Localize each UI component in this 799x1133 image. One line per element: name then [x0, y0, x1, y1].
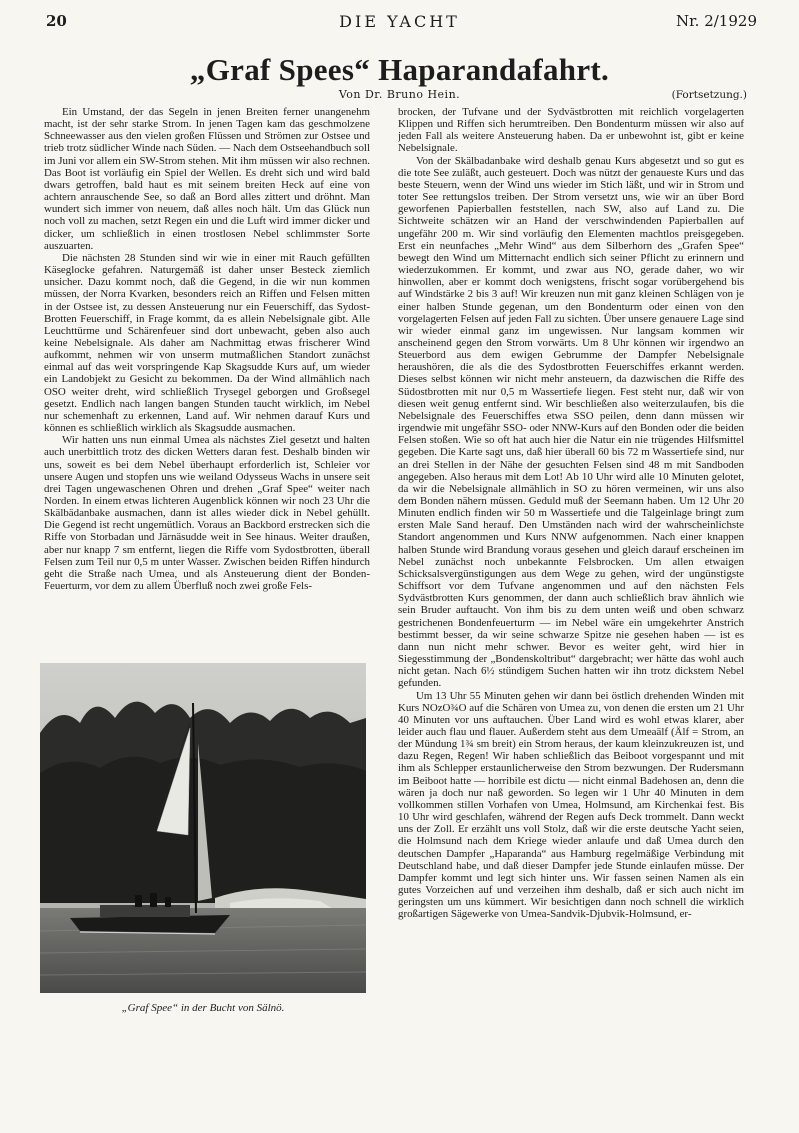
paragraph: brocken, der Tufvane und der Sydvästbrotten mit reichlich vorgelagerten Klippen und Riffen sich herumtreiben. Den Bondenturm müssen wir also auf jeden Fall als weitere Ansteuerung haben. Da er unbewohnt ist, gibt er keine Nebelsignale.: [398, 106, 744, 155]
paragraph: Von der Skälbadanbake wird deshalb genau Kurs abgesetzt und so gut es die tote See zuläßt, auch gesteuert. Doch was nützt der genaueste Kurs und das beste Steuern, wenn der Wind uns wieder im Stich läßt, und wir in Strom und toter See rettungslos treiben. Der Strom versetzt uns, wie wir an über Bord geworfenen Papierballen feststellen, nach SW, also auf Land zu. Die Sichtweite schätzen wir an Hand der verschwindenden Papierballen auf ungefähr 200 m. Wir sind vorläufig den Elementen machtlos preisgegeben. Erst ein neunfaches „Mehr Wind“ aus dem Silberhorn des „Grafen Spee“ bewegt den Wind um Mitternacht endlich sich seiner Pflicht zu erinnern und wiederzukommen. Er kommt, und zwar aus NO, gerade daher, wo wir hinwollen, aber er kommt doch wenigstens, frischt sogar vorübergehend bis auf Windstärke 2 bis 3 auf! Wir kreuzen nun mit ganz kleinen Schlägen von je einer halben Stunde gegenan, um den Bondenturm oder einen von den vorgelagerten Felsen auf jeden Fall zu sichten. Über unsere genauere Lage sind wir wieder einmal ganz im ungewissen. Nur langsam kommen wir anscheinend gegen den Strom vorwärts. Um 8 Uhr können wir irgendwo an Steuerbord aus dem ewigen Gebrumme der Dampfer Nebelsignale heraushören, die als die des Sydostbrotten Feuerschiffes erkannt werden. Dieses selbst können wir nicht mehr ansteuern, da dazwischen die Riffe des Südostbrotten mit nur 0,5 m Wassertiefe liegen. Fest steht nur, daß wir von diesen weit genug entfernt sind. Wir beschließen also weiterzulaufen, bis die Nebelsignale des Feuerschiffes etwa SSO peilen, denn dann müssen wir irgendwie mit ungefähr SSO- oder NNW-Kurs auf den Bonden oder die beiden Felsen stoßen. Wie so oft hat auch hier die Natur ein nie trügendes Hilfsmittel gegeben. Die Karte sagt uns, daß hier überall 60 bis 72 m Wassertiefe sind, nur an drei Stellen in der Nähe der gesuchten Felsen sind 48 m mit Sandboden angegeben. Also heraus mit dem Lot! Ab 10 Uhr wird alle 10 Minuten gelotet, da wir die Nebelsignale allmählich in SO zu hören vermeinen, wir uns also dem Bonden nähern müssen. Geduld muß der Seemann haben. Um 12 Uhr 20 Minuten endlich finden wir 50 m Wassertiefe und die Talgeinlage bringt zum ersten Male Sand herauf. Den Umständen nach wird der wahrscheinlichste Standort angenommen und Kurs NNW aufgenommen. Nach einer knappen halben Stunde wird Brandung voraus gesehen und gleich darauf erscheinen im Nebel zunächst noch unbekannte Felsbrocken. Um allen etwaigen Schicksalsvergünstigungen aus dem Wege zu gehen, wird der ungünstigste Schiffsort vor dem Tufvane angenommen und auf den nächsten Fels Sydvästbrotten Kurs genommen, der dann auch schließlich brav ähnlich wie sein Bruder auftaucht. Von ihm bis zu dem unten weiß und oben schwarz gestrichenen Bondenfeuerturm — im Nebel wäre ein umgekehrter Anstrich bestimmt besser, da wir seine schwarze Spitze nie gesehen haben — ist es dann nun nicht mehr schwer. Bevor es weiter geht, wird hier in Siegesstimmung der „Bondenskoltribut“ dargebracht; wer hätte das wohl auch nicht getan. Nach 6½ stündigem Suchen hatten wir ihn trotz dickstem Nebel gefunden.: [398, 154, 744, 690]
right-column: [398, 106, 744, 1036]
paragraph: Um 13 Uhr 55 Minuten gehen wir dann bei östlich drehenden Winden mit Kurs NOzO¾O auf die Schären von Umea zu, von denen die ersten um 21 Uhr 40 Minuten vor uns auftauchen. Über Land wird es wohl etwas klarer, aber leider auch flau und flauer. Außerdem steht aus dem Umeaälf (Älf = Strom, an der Mündung 1¾ sm breit) ein Strom heraus, der kaum kleinzukreuzen ist, und dazu Regen, Regen! Wir haben schließlich das Beiboot vorgespannt und mit ihm als Schlepper erstaunlicherweise den Strom bezwungen. Der Rudersmann im Beiboot hatte — horribile est dictu — nicht einmal Badehosen an, denn die wären ja doch nur naß geworden. So legen wir 1 Uhr 40 Minuten in dem vollkommen stillen Vorhafen von Umea, Holmsund, am Kirchenkai fest. Bis 10 Uhr wird geschlafen, während der Regen aufs Deck trommelt. Dann weckt uns der Zoll. Er erzählt uns voll Stolz, daß wir die erste deutsche Yacht seien, die Holmsund nach dem Kriege wieder anlaufe und daß Umea durch den deutschen Dampfer „Haparanda“ aus Hamburg regelmäßige Verbindung mit Deutschland habe, und daß dieser Dampfer jede Stunde einlaufen müsse. Der Dampfer kommt und legt sich hinter uns. Wir fassen seinen Namen als ein gutes Vorzeichen auf und verzeihen ihm deshalb, daß er sich auch nicht im geringsten um uns kümmert. Wir besichtigen dann noch schnell die wirklich großartigen Sägewerke von Umea-Sandvik-Djubvik-Holmsund, er-: [398, 689, 744, 921]
article-title: „Graf Spees“ Haparandafahrt.: [189, 52, 610, 87]
photo-yacht-in-bay: [40, 663, 366, 993]
continued-note: (Fortsetzung.): [671, 89, 747, 101]
issue-number: Nr. 2/1929: [676, 12, 757, 30]
running-title: DIE YACHT: [339, 12, 460, 31]
photo-illustration: [40, 663, 366, 993]
left-column: [44, 106, 370, 646]
paragraph: Die nächsten 28 Stunden sind wir wie in einer mit Rauch gefüllten Käseglocke gefahren. Naturgemäß ist daher unser Besteck ziemlich unsicher. Dazu kommt noch, daß die Gegend, in die wir nun kommen müssen, der Norra Kvarken, besonders reich an Riffen und Felsen mitten in der Ostsee ist, zu dessen Ansteuerung nur ein Feuerschiff, das Sydost-Brotten Feuerschiff, in Frage kommt, da es allein Nebelsignale gibt. Alle Leuchttürme und Schärenfeuer sind dort unbewacht, geben also auch keine Nebelsignale. Als daher am Nachmittag etwas frischerer Wind aufkommt, nehmen wir von unserm mutmaßlichen Standort zunächst einmal auf das weit vorspringende Kap Skagsudde Kurs auf, um wieder ein Landobjekt zu Gesicht zu bekommen. Da der Wind allmählich nach OSO weiter dreht, wird schließlich Trysegel geborgen und Großsegel gesetzt. Endlich nach langen bangen Stunden taucht wirklich, im Nebel nur schemenhaft zu erkennen, Land auf. Wir nehmen darauf Kurs und können es schließlich wirklich als Skagsudde ausmachen.: [44, 251, 370, 435]
paragraph: Ein Umstand, der das Segeln in jenen Breiten ferner unangenehm macht, ist der sehr starke Strom. In jenen Tagen kam das geschmolzene Schneewasser aus den vielen großen Flüssen und Strömen zur Ostsee und trieb trotz südlicher Winde nach Süden. — Nach dem Ostseehandbuch soll im Juni vor allem ein SW-Strom stehen. Mit ihm müssen wir also rechnen. Das Boot ist vorläufig ein Spiel der Wellen. Es dreht sich und wird bald dwars getroffen, bald haut es mit seinem breiten Heck auf eine von achtern anrauschende See, so daß an Bord alles zittert und dröhnt. Man wundert sich immer von neuem, daß alles noch hält. Um das Glück nun noch voll zu machen, setzt Regen ein und die Luft wird immer dicker und dicker, um schließlich in einen trostlosen Nebel schlimmster Sorte auszuarten.: [44, 106, 370, 252]
byline: Von Dr. Bruno Hein.: [338, 88, 461, 101]
paragraph: Wir hatten uns nun einmal Umea als nächstes Ziel gesetzt und halten auch unerbittlich trotz des dicken Wetters daran fest. Deshalb binden wir uns, soweit es bei dem Nebel überhaupt erforderlich ist, Schleier vor unsere Augen und stopfen uns wie weiland Odysseus Wachs in unsere seit drei Tagen ungewaschenen Ohren und drehen „Graf Spee“ weiter nach Norden. In einem etwas lichteren Augenblick können wir noch 23 Uhr die Skälbädanbake ausmachen, dann ist alles wieder dick in Nebel gehüllt. Die Gegend ist recht ungemütlich. Voraus an Backbord erstrecken sich die Riffe von Storbadan und Järnäsudde weit in See hinaus. Weiter draußen, aber nur knapp 7 sm entfernt, liegen die Riffe vom Sydostbrotten, überall Felsen zum Teil nur 0,5 m unter Wasser. Zwischen beiden Riffen hindurch geht die Straße nach Umea, und als Ansteuerung dient der Bonden-Feuerturm, vor dem zu allem Überfluß noch zwei große Fels-: [44, 434, 370, 593]
page-number: 20: [46, 12, 67, 30]
photo-caption: „Graf Spee“ in der Bucht von Sälnö.: [121, 1002, 285, 1014]
